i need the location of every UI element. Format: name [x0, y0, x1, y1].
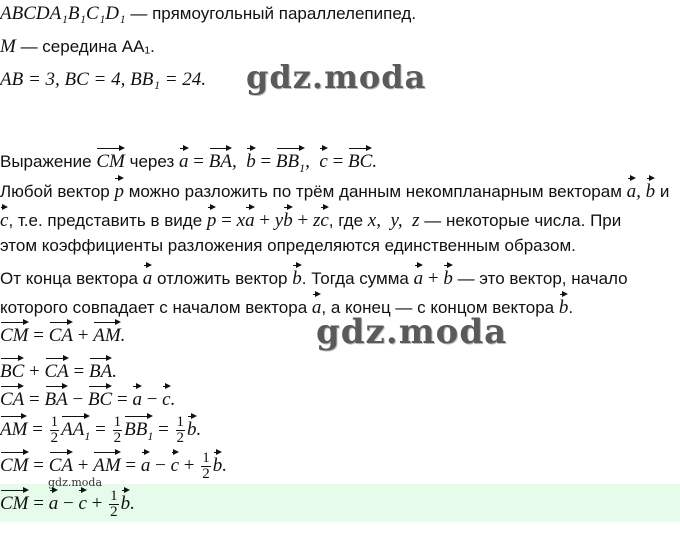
- given-line-3: [0, 68, 206, 92]
- solution-heading: [0, 146, 377, 180]
- p1-vectors: a, b: [627, 181, 656, 202]
- p1-text: Любой вектор: [0, 182, 110, 201]
- p1b-text: можно разложить по трём данным некомпланарным векторам: [128, 182, 622, 201]
- p2-text: , т.е. представить в виде: [8, 211, 203, 230]
- paragraph-line-1: [0, 176, 669, 204]
- vec-a-p4: a: [143, 263, 153, 291]
- vec-CM: CM: [96, 146, 125, 174]
- vec-a-p5: a: [312, 292, 322, 320]
- given-line-2: [0, 35, 155, 59]
- figure-name: ABCDA₁B₁C₁D₁: [0, 3, 126, 24]
- p5b-text: , а конец — с концом вектора: [321, 298, 555, 317]
- watermark-logo-2: gdz.moda: [316, 312, 508, 352]
- vec-p: p: [114, 176, 124, 204]
- equation-1: CM = CA + AM.: [0, 320, 125, 348]
- equation-2: BC + CA = BA.: [0, 356, 117, 384]
- p4b-text: отложить вектор: [156, 269, 288, 288]
- heading-through: через: [129, 152, 175, 171]
- equation-3: CA = BA − BC = a − c.: [0, 384, 175, 412]
- equation-4: AM = $\frac{1}{2}$ $AA_1$ = $\frac{1}{2}$ $BB_1$ = $\frac{1}{2}$ b.: [0, 414, 202, 447]
- watermark-logo-3: gdz.moda: [48, 476, 103, 489]
- answer-equation: CM = a − c + $\frac{1}{2}$ b.: [0, 488, 135, 521]
- midpoint-name: M: [0, 36, 16, 57]
- dimensions: AB = 3, BC = 4, BB₁ = 24.: [0, 69, 207, 90]
- coeffs: x, y, z: [367, 210, 420, 231]
- figure-description: — прямоугольный параллелепипед.: [130, 4, 417, 23]
- p4c-text: . Тогда сумма: [301, 269, 409, 288]
- heading-definitions: a = BA, $b = BB_1$, c = BC.: [179, 151, 377, 172]
- p4a-text: От конца вектора: [0, 269, 139, 288]
- vec-c-p2: c: [0, 205, 8, 233]
- heading-prefix: Выражение: [0, 152, 92, 171]
- p2c-text: — некоторые числа. При: [424, 211, 622, 230]
- equation-5: CM = CA + AM = a − c + $\frac{1}{2}$ b.: [0, 450, 227, 483]
- paragraph-line-3: [0, 234, 576, 258]
- p1c-text: и: [659, 182, 670, 201]
- given-line-1: [0, 2, 416, 26]
- paragraph-line-5: которого совпадает с началом вектора a, а конец — с концом вектора b.: [0, 292, 573, 320]
- p5a-text: которого совпадает с началом вектора: [0, 298, 308, 317]
- decomposition-formula: p = xa + yb + zc: [207, 210, 329, 231]
- p2b-text: , где: [328, 211, 364, 230]
- midpoint-description: — середина AA₁.: [20, 37, 155, 56]
- sum-ab: a + b: [414, 268, 453, 289]
- paragraph-line-4: [0, 263, 628, 291]
- paragraph-line-2: [0, 205, 621, 233]
- p3-text: этом коэффициенты разложения определяются единственным образом.: [0, 236, 576, 255]
- vec-b-p5: b: [559, 292, 569, 320]
- watermark-logo-1: gdz.moda: [246, 58, 427, 96]
- p4d-text: — это вектор, начало: [457, 269, 628, 288]
- vec-b-p4: b: [292, 263, 302, 291]
